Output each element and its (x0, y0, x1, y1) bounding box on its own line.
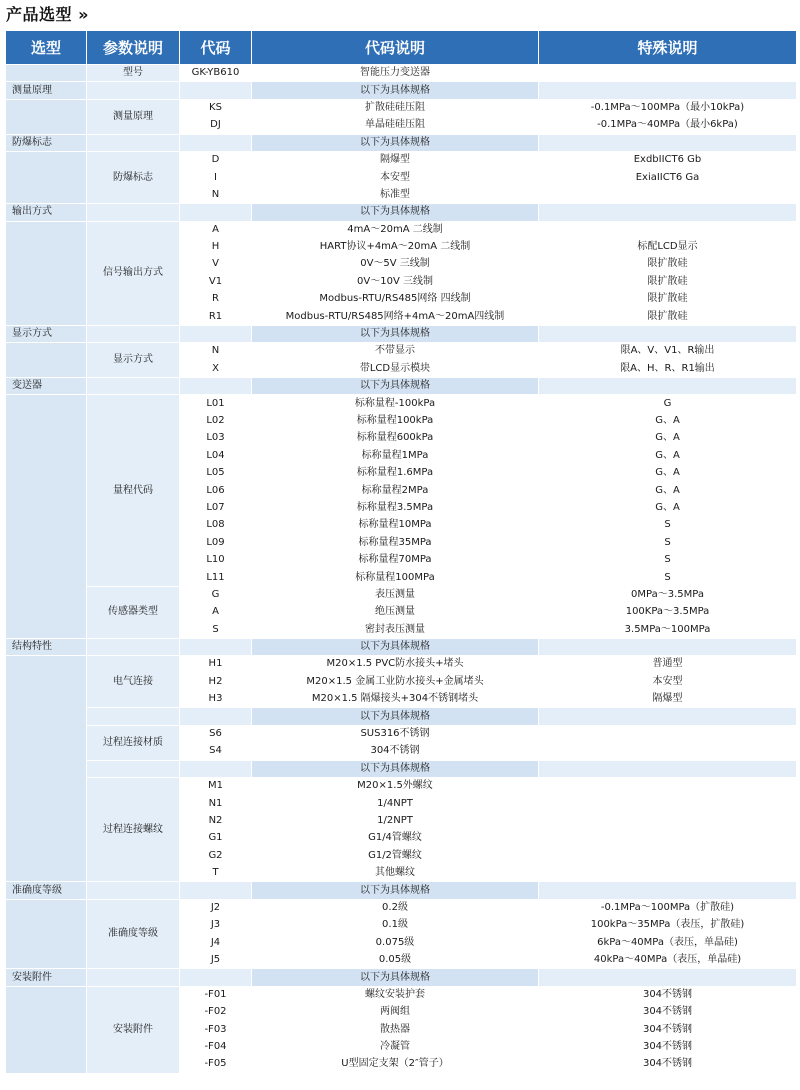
special-note-cell: 3.5MPa～100MPa (539, 622, 796, 638)
description-cell: 标称量程-100kPa (252, 395, 538, 411)
special-note-cell (539, 830, 796, 846)
special-note-cell: 40kPa～40MPa（表压，单晶硅) (539, 952, 796, 968)
description-cell: 单晶硅硅压阻 (252, 117, 538, 133)
table-body (6, 65, 796, 1073)
section-name: 显示方式 (6, 326, 86, 342)
parameter-cell: 显示方式 (87, 343, 179, 377)
code-cell: J4 (180, 935, 251, 951)
sub-header-row (6, 708, 796, 724)
parameter-cell: 防爆标志 (87, 152, 179, 203)
code-cell: I (180, 169, 251, 185)
spec-note: 以下为具体规格 (252, 326, 538, 342)
section-special-blank (539, 378, 796, 394)
special-note-cell: 0MPa～3.5MPa (539, 587, 796, 603)
description-cell: 两阀组 (252, 1004, 538, 1020)
special-note-cell (539, 848, 796, 864)
description-cell: 本安型 (252, 169, 538, 185)
special-note-cell: ExdbIICT6 Gb (539, 152, 796, 168)
special-note-cell: 限扩散硅 (539, 256, 796, 272)
column-header-code-description: 代码说明 (252, 31, 538, 64)
code-cell: R1 (180, 308, 251, 324)
description-cell: M20×1.5外螺纹 (252, 778, 538, 794)
section-param-blank (87, 135, 179, 151)
description-cell: 标称量程100kPa (252, 413, 538, 429)
code-cell: H (180, 239, 251, 255)
special-note-cell: -0.1MPa～100MPa（最小10kPa) (539, 100, 796, 116)
special-note-cell: ExiaIICT6 Ga (539, 169, 796, 185)
description-cell: 0V～5V 三线制 (252, 256, 538, 272)
description-cell: 其他螺纹 (252, 865, 538, 881)
category-cell (6, 900, 86, 969)
description-cell: 0.075级 (252, 935, 538, 951)
code-cell: M1 (180, 778, 251, 794)
spec-note: 以下为具体规格 (252, 969, 538, 985)
description-cell: 1/2NPT (252, 813, 538, 829)
description-cell: 表压测量 (252, 587, 538, 603)
table-row (6, 343, 796, 359)
description-cell: 密封表压测量 (252, 622, 538, 638)
code-cell: G1 (180, 830, 251, 846)
spec-note: 以下为具体规格 (252, 204, 538, 220)
special-note-cell: S (539, 517, 796, 533)
code-cell: L10 (180, 552, 251, 568)
description-cell: M20×1.5 金属工业防水接头+金属堵头 (252, 674, 538, 690)
special-note-cell: 100KPa～3.5MPa (539, 604, 796, 620)
category-cell (6, 100, 86, 134)
description-cell: G1/4管螺纹 (252, 830, 538, 846)
spec-note: 以下为具体规格 (252, 135, 538, 151)
special-note-cell: 限扩散硅 (539, 308, 796, 324)
section-code-blank (180, 639, 251, 655)
parameter-cell: 传感器类型 (87, 587, 179, 638)
section-name: 准确度等级 (6, 882, 86, 898)
category-cell (6, 152, 86, 203)
selection-table (5, 30, 797, 1074)
sub-header-code-blank (180, 761, 251, 777)
description-cell: 冷凝管 (252, 1039, 538, 1055)
code-cell: V1 (180, 274, 251, 290)
table-row (6, 587, 796, 603)
code-cell: L06 (180, 482, 251, 498)
table-row (6, 152, 796, 168)
description-cell: 4mA～20mA 二线制 (252, 222, 538, 238)
section-param-blank (87, 882, 179, 898)
category-cell (6, 65, 86, 81)
special-note-cell: 隔爆型 (539, 691, 796, 707)
special-note-cell (539, 795, 796, 811)
section-header-row (6, 326, 796, 342)
spec-note: 以下为具体规格 (252, 761, 538, 777)
table-header-row (6, 31, 796, 64)
section-name: 防爆标志 (6, 135, 86, 151)
code-cell: A (180, 604, 251, 620)
section-code-blank (180, 378, 251, 394)
description-cell: 螺纹安装护套 (252, 987, 538, 1003)
section-param-blank (87, 204, 179, 220)
table-row (6, 778, 796, 794)
section-header-row (6, 639, 796, 655)
description-cell: G1/2管螺纹 (252, 848, 538, 864)
special-note-cell: 本安型 (539, 674, 796, 690)
section-code-blank (180, 969, 251, 985)
special-note-cell (539, 187, 796, 203)
spec-note: 以下为具体规格 (252, 882, 538, 898)
special-note-cell (539, 743, 796, 759)
special-note-cell: S (539, 552, 796, 568)
special-note-cell: 标配LCD显示 (539, 239, 796, 255)
code-cell: KS (180, 100, 251, 116)
section-code-blank (180, 882, 251, 898)
special-note-cell: 304不锈钢 (539, 1004, 796, 1020)
description-cell: U型固定支架（2″管子） (252, 1056, 538, 1072)
special-note-cell: G、A (539, 465, 796, 481)
special-note-cell (539, 813, 796, 829)
code-cell: A (180, 222, 251, 238)
section-header-row (6, 882, 796, 898)
code-cell: -F03 (180, 1021, 251, 1037)
description-cell: M20×1.5 隔爆接头+304不锈钢堵头 (252, 691, 538, 707)
description-cell: 标称量程600kPa (252, 430, 538, 446)
parameter-cell: 过程连接材质 (87, 726, 179, 760)
sub-header-code-blank (180, 708, 251, 724)
description-cell: 标称量程3.5MPa (252, 500, 538, 516)
code-cell: L02 (180, 413, 251, 429)
special-note-cell: G、A (539, 430, 796, 446)
code-cell: N2 (180, 813, 251, 829)
section-header-row (6, 135, 796, 151)
section-header-row (6, 969, 796, 985)
special-note-cell: 6kPa～40MPa（表压，单晶硅) (539, 935, 796, 951)
section-name: 安装附件 (6, 969, 86, 985)
code-cell: S6 (180, 726, 251, 742)
special-note-cell: G (539, 395, 796, 411)
code-cell: -F05 (180, 1056, 251, 1072)
code-cell: -F02 (180, 1004, 251, 1020)
description-cell: Modbus-RTU/RS485网络+4mA～20mA四线制 (252, 308, 538, 324)
spec-note: 以下为具体规格 (252, 639, 538, 655)
section-param-blank (87, 639, 179, 655)
sub-header-special-blank (539, 761, 796, 777)
special-note-cell: G、A (539, 448, 796, 464)
code-cell: V (180, 256, 251, 272)
special-note-cell: S (539, 569, 796, 585)
table-row (6, 656, 796, 672)
code-cell: J5 (180, 952, 251, 968)
parameter-cell: 安装附件 (87, 987, 179, 1073)
special-note-cell: 限扩散硅 (539, 274, 796, 290)
parameter-cell: 电气连接 (87, 656, 179, 707)
description-cell: 散热器 (252, 1021, 538, 1037)
special-note-cell: G、A (539, 500, 796, 516)
description-cell: Modbus-RTU/RS485网络 四线制 (252, 291, 538, 307)
special-note-cell: G、A (539, 482, 796, 498)
description-cell: 304不锈钢 (252, 743, 538, 759)
code-cell: L01 (180, 395, 251, 411)
table-row (6, 222, 796, 238)
description-cell: 1/4NPT (252, 795, 538, 811)
code-cell: L08 (180, 517, 251, 533)
column-header-selection: 选型 (6, 31, 86, 64)
code-cell: G2 (180, 848, 251, 864)
special-note-cell: 普通型 (539, 656, 796, 672)
special-note-cell: 100kPa～35MPa（表压，扩散硅) (539, 917, 796, 933)
code-cell: S4 (180, 743, 251, 759)
code-cell: L05 (180, 465, 251, 481)
column-header-code: 代码 (180, 31, 251, 64)
description-cell: HART协议+4mA～20mA 二线制 (252, 239, 538, 255)
section-header-row (6, 378, 796, 394)
parameter-cell: 信号输出方式 (87, 222, 179, 325)
section-param-blank (87, 969, 179, 985)
special-note-cell: -0.1MPa～100MPa（扩散硅) (539, 900, 796, 916)
table-row (6, 900, 796, 916)
code-cell: DJ (180, 117, 251, 133)
description-cell: 标称量程2MPa (252, 482, 538, 498)
code-cell: L07 (180, 500, 251, 516)
code-cell: D (180, 152, 251, 168)
table-row (6, 100, 796, 116)
category-cell (6, 656, 86, 881)
description-cell: 绝压测量 (252, 604, 538, 620)
special-note-cell (539, 222, 796, 238)
description-cell: SUS316不锈钢 (252, 726, 538, 742)
column-header-parameter: 参数说明 (87, 31, 179, 64)
description-cell: 带LCD显示模块 (252, 361, 538, 377)
section-code-blank (180, 82, 251, 98)
description-cell: M20×1.5 PVC防水接头+堵头 (252, 656, 538, 672)
category-cell (6, 395, 86, 637)
code-cell: G (180, 587, 251, 603)
page-title: 产品选型 » (6, 5, 89, 24)
section-name: 测量原理 (6, 82, 86, 98)
description-cell: 标称量程70MPa (252, 552, 538, 568)
category-cell (6, 222, 86, 325)
section-special-blank (539, 326, 796, 342)
special-note-cell: 限扩散硅 (539, 291, 796, 307)
code-cell: -F04 (180, 1039, 251, 1055)
section-header-row (6, 204, 796, 220)
code-cell: GK-YB610 (180, 65, 251, 81)
description-cell: 隔爆型 (252, 152, 538, 168)
description-cell: 标称量程1.6MPa (252, 465, 538, 481)
code-cell: N (180, 343, 251, 359)
special-note-cell (539, 726, 796, 742)
section-special-blank (539, 135, 796, 151)
code-cell: R (180, 291, 251, 307)
code-cell: N1 (180, 795, 251, 811)
code-cell: L11 (180, 569, 251, 585)
parameter-cell: 测量原理 (87, 100, 179, 134)
spec-note: 以下为具体规格 (252, 82, 538, 98)
section-name: 结构特性 (6, 639, 86, 655)
code-cell: L03 (180, 430, 251, 446)
special-note-cell: 304不锈钢 (539, 987, 796, 1003)
spec-note: 以下为具体规格 (252, 708, 538, 724)
description-cell: 标准型 (252, 187, 538, 203)
special-note-cell (539, 865, 796, 881)
code-cell: X (180, 361, 251, 377)
code-cell: T (180, 865, 251, 881)
description-cell: 扩散硅硅压阻 (252, 100, 538, 116)
description-cell: 不带显示 (252, 343, 538, 359)
special-note-cell (539, 778, 796, 794)
parameter-cell: 量程代码 (87, 395, 179, 585)
description-cell: 标称量程100MPa (252, 569, 538, 585)
description-cell: 0.1级 (252, 917, 538, 933)
special-note-cell: S (539, 535, 796, 551)
section-name: 输出方式 (6, 204, 86, 220)
spec-note: 以下为具体规格 (252, 378, 538, 394)
section-special-blank (539, 969, 796, 985)
category-cell (6, 987, 86, 1073)
code-cell: J3 (180, 917, 251, 933)
sub-header-row (6, 761, 796, 777)
sub-header-param-blank (87, 708, 179, 724)
special-note-cell: G、A (539, 413, 796, 429)
description-cell: 0.05级 (252, 952, 538, 968)
parameter-cell: 型号 (87, 65, 179, 81)
code-cell: -F01 (180, 987, 251, 1003)
section-header-row (6, 82, 796, 98)
parameter-cell: 过程连接螺纹 (87, 778, 179, 881)
description-cell: 标称量程10MPa (252, 517, 538, 533)
column-header-special-notes: 特殊说明 (539, 31, 796, 64)
special-note-cell: -0.1MPa～40MPa（最小6kPa) (539, 117, 796, 133)
sub-header-special-blank (539, 708, 796, 724)
code-cell: H1 (180, 656, 251, 672)
code-cell: N (180, 187, 251, 203)
code-cell: L04 (180, 448, 251, 464)
special-note-cell: 304不锈钢 (539, 1021, 796, 1037)
table-row (6, 395, 796, 411)
special-note-cell: 304不锈钢 (539, 1056, 796, 1072)
section-code-blank (180, 326, 251, 342)
description-cell: 0.2级 (252, 900, 538, 916)
special-note-cell: 限A、H、R、R1输出 (539, 361, 796, 377)
section-code-blank (180, 204, 251, 220)
code-cell: H2 (180, 674, 251, 690)
model-row (6, 65, 796, 81)
section-param-blank (87, 378, 179, 394)
section-special-blank (539, 204, 796, 220)
table-row (6, 987, 796, 1003)
code-cell: S (180, 622, 251, 638)
code-cell: H3 (180, 691, 251, 707)
special-note-cell: 304不锈钢 (539, 1039, 796, 1055)
description-cell: 智能压力变送器 (252, 65, 538, 81)
table-row (6, 726, 796, 742)
sub-header-param-blank (87, 761, 179, 777)
category-cell (6, 343, 86, 377)
section-code-blank (180, 135, 251, 151)
special-note-cell: 限A、V、V1、R输出 (539, 343, 796, 359)
section-special-blank (539, 639, 796, 655)
description-cell: 标称量程35MPa (252, 535, 538, 551)
section-param-blank (87, 326, 179, 342)
section-special-blank (539, 82, 796, 98)
code-cell: L09 (180, 535, 251, 551)
section-name: 变送器 (6, 378, 86, 394)
special-note-cell (539, 65, 796, 81)
description-cell: 标称量程1MPa (252, 448, 538, 464)
code-cell: J2 (180, 900, 251, 916)
section-param-blank (87, 82, 179, 98)
description-cell: 0V～10V 三线制 (252, 274, 538, 290)
parameter-cell: 准确度等级 (87, 900, 179, 969)
section-special-blank (539, 882, 796, 898)
